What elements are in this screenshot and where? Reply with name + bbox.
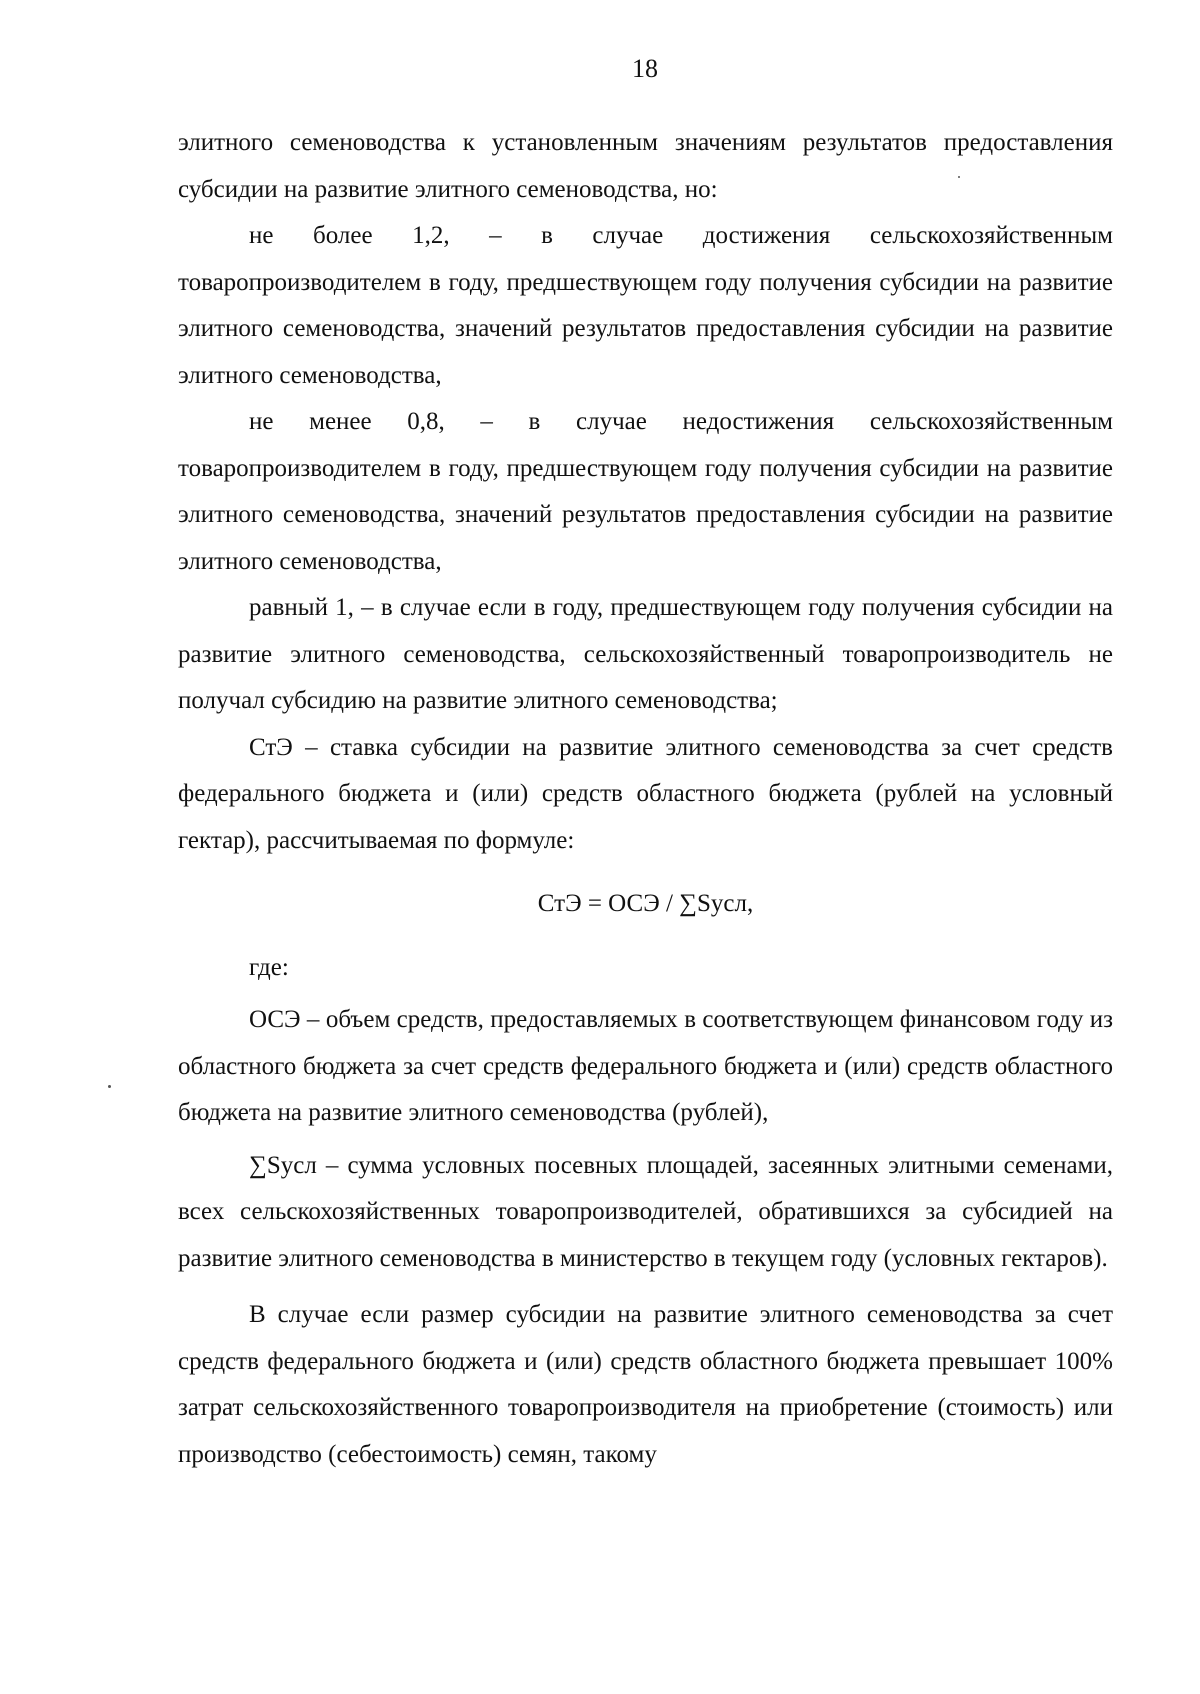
- definition-sum-area: ∑Sусл – сумма условных посевных площадей, засеянных элитными семенами, всех сельскохозяйственных товаропроизводителей, обратившихся за субсидией на развитие элитного семеноводства в министерство в текущем году (условных гектаров).: [178, 1151, 1113, 1272]
- paragraph-coefficient-equal: равный 1, – в случае если в году, предшествующем году получения субсидии на развитие элитного семеноводства, сельскохозяйственный товаропроизводитель не получал субсидию на развитие элитного семеноводства;: [178, 594, 1113, 714]
- definition-ose: ОСЭ – объем средств, предоставляемых в соответствующем финансовом году из областного бюджета за счет средств федерального бюджета и (или) средств областного бюджета на развитие элитного семеноводства (рублей),: [178, 1006, 1113, 1126]
- page-number: 18: [632, 54, 658, 83]
- paragraph-coefficient-max: не более 1,2, – в случае достижения сельскохозяйственным товаропроизводителем в году, предшествующем году получения субсидии на развитие элитного семеноводства, значений результатов предоставления субсидии на развитие элитного семеноводства,: [178, 222, 1113, 389]
- closing-paragraph: В случае если размер субсидии на развитие элитного семеноводства за счет средств федерального бюджета и (или) средств областного бюджета превышает 100% затрат сельскохозяйственного товаропроизводителя на приобретение (стоимость) или производство (себестоимость) семян, такому: [178, 1301, 1113, 1468]
- scan-speck: [108, 1085, 111, 1088]
- paragraph-coefficient-min: не менее 0,8, – в случае недостижения сельскохозяйственным товаропроизводителем в году, предшествующем году получения субсидии на развитие элитного семеноводства, значений результатов предоставления субсидии на развитие элитного семеноводства,: [178, 408, 1113, 575]
- formula: СтЭ = ОСЭ / ∑Sусл,: [537, 890, 754, 917]
- paragraph-rate-definition: СтЭ – ставка субсидии на развитие элитного семеноводства за счет средств федерального бюджета и (или) средств областного бюджета (рублей на условный гектар), рассчитываемая по формуле:: [178, 733, 1113, 854]
- document-body: [178, 120, 1113, 1478]
- where-label: где:: [249, 953, 289, 981]
- scan-speck: [958, 176, 960, 178]
- paragraph-continuation: элитного семеноводства к установленным значениям результатов предоставления субсидии на развитие элитного семеноводства, но:: [178, 129, 1113, 203]
